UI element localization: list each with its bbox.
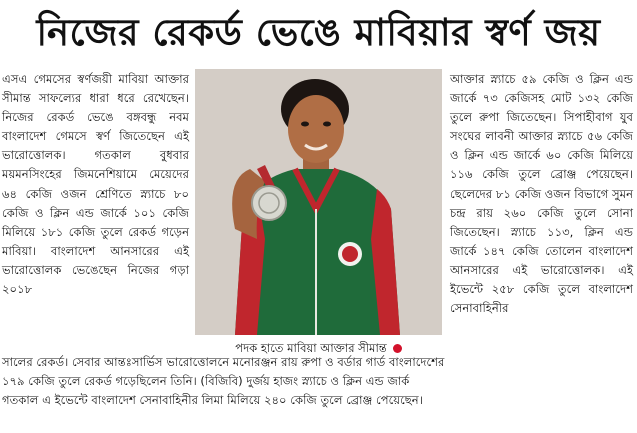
article-column-left <box>2 70 189 299</box>
caption-bullet-icon <box>393 344 402 353</box>
article-bottom-lines <box>2 353 632 410</box>
article-paragraph: আক্তার স্ন্যাচে ৫৯ কেজি ও ক্লিন এন্ড জার্কে ৭৩ কেজিসহ মোট ১৩২ কেজি তুলে রুপা জিতেছেন। সিপাহীবাগ যুব সংঘের লাবনী আক্তার স্ন্যাচে ৫৬ কেজি ও ক্লিন এন্ড জার্কে ৬০ কেজি মিলিয়ে ১১৬ কেজি তুলে ব্রোঞ্জ পেয়েছেন। ছেলেদের ৮১ কেজি ওজন বিভাগে সুমন চন্দ্র রায় ২৬০ কেজি তুলে সোনা জিতেছেন। স্ন্যাচে ১১৩, ক্লিন এন্ড জার্কে ১৪৭ কেজি তোলেন বাংলাদেশ আনসারের এই ভারোত্তোলক। এই ইভেন্টে ২৫৮ কেজি তুলে বাংলাদেশ সেনাবাহিনীর <box>450 72 634 316</box>
photo-caption-text: পদক হাতে মাবিয়া আক্তার সীমান্ত <box>235 341 387 355</box>
athlete-photo-illustration <box>195 69 442 335</box>
article-paragraph: এসএ গেমসের স্বর্ণজয়ী মাবিয়া আক্তার সীমান্ত সাফল্যের ধারা ধরে রেখেছেন। নিজের রেকর্ড ভেঙে বঙ্গবন্ধু নবম বাংলাদেশ গেমসে স্বর্ণ জিতেছেন এই ভারোত্তোলক। গতকাল বুধবার ময়মনসিংহের জিমনেশিয়ামে মেয়েদের ৬৪ কেজি ওজন শ্রেণিতে স্ন্যাচে ৮০ কেজি ও ক্লিন এন্ড জার্কে ১০১ কেজি মিলিয়ে ১৮১ কেজি তুলে রেকর্ড গড়েন মাবিয়া। বাংলাদেশ আনসারের এই ভারোত্তোলক ভেঙেছেন নিজের গড়া ২০১৮ <box>2 72 189 297</box>
article-line: গতকাল এ ইভেন্টে বাংলাদেশ সেনাবাহিনীর লিমা মিলিয়ে ২৪০ কেজি তুলে ব্রোঞ্জ পেয়েছেন। <box>2 393 423 408</box>
article-line: সালের রেকর্ড। সেবার আন্তঃসার্ভিস ভারোত্তোলনে মনোরঞ্জন রায় রুপা ও বর্ডার গার্ড বাংলাদেশের <box>2 355 445 369</box>
article-photo <box>195 69 442 335</box>
article-column-right <box>450 70 633 318</box>
headline: নিজের রেকর্ড ভেঙে মাবিয়ার স্বর্ণ জয় <box>36 11 601 54</box>
article-line: ১৭৯ কেজি তুলে রেকর্ড গড়েছিলেন তিনি। (বিজিবি) দুর্জয় হাজং স্ন্যাচে ও ক্লিন এন্ড জার্ক <box>2 374 410 389</box>
